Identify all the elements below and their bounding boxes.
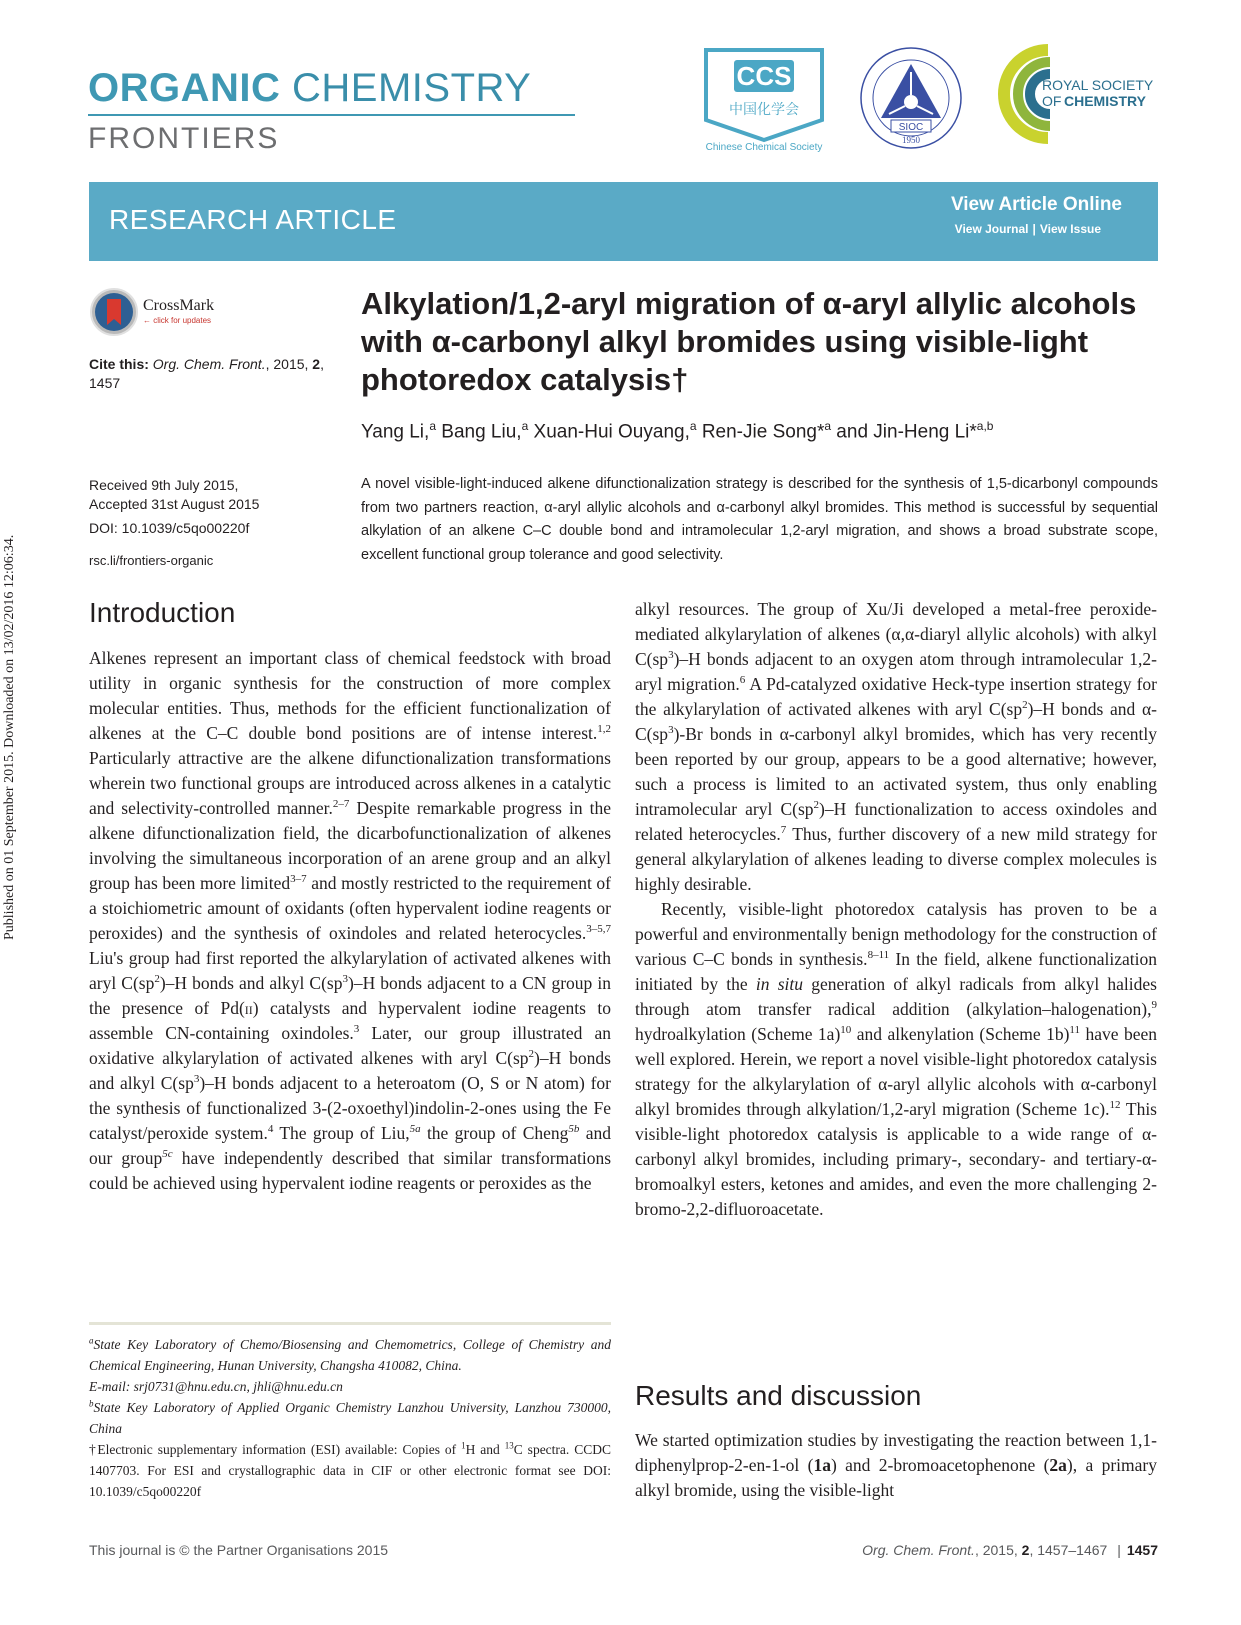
footnote-affiliation-b bbox=[89, 1397, 611, 1439]
footnote-text: State Key Laboratory of Applied Organic Chemistry Lanzhou University, Lanzhou 730000, China bbox=[89, 1400, 611, 1436]
article-type-banner bbox=[89, 182, 1158, 261]
abstract: A novel visible-light-induced alkene difunctionalization strategy is described for the synthesis of 1,5-dicarbonyl compounds from two partners reaction, α-aryl allylic alcohols and α-carbonyl alkyl bromides. This method is successful by sequential alkylation of an alkene C–C double bond and intramolecular 1,2-aryl migration, and shows a broad substrate scope, excellent functional group tolerance and good selectivity. bbox=[361, 476, 1158, 563]
cite-pages: , 1457 bbox=[89, 356, 324, 391]
paragraph: Recently, visible-light photoredox catalysis has proven to be a powerful and environmentally benign methodology for the construction of various C–C bonds in synthesis.$^{8-11}$ In the field, alkene functionalization initiated by the in situ generation of alkyl radicals from alkyl halides through atom transfer radical addition (alkylation–halogenation),$^9$ hydroalkylation (Scheme 1a)$^{10}$ and alkenylation (Scheme 1b)$^{11}$ have been well explored. Herein, we report a novel visible-light photoredox catalysis strategy for the alkylarylation of α-aryl allylic alcohols with α-carbonyl alkyl bromides through alkylation/1,2-aryl migration (Scheme 1c).$^{12}$ This visible-light photoredox catalysis is applicable to a wide range of α-carbonyl alkyl bromides, including primary-, secondary- and tertiary-α-bromoalkyl esters, ketones and amides, and even the more challenging 2-bromo-2,2-difluoroacetate. bbox=[635, 899, 1157, 1219]
author-affiliation: a bbox=[429, 419, 436, 433]
author-name[interactable]: Bang Liu, bbox=[436, 421, 522, 443]
ccs-english-name: Chinese Chemical Society bbox=[705, 142, 823, 153]
footer-volume: 2 bbox=[1021, 1542, 1030, 1558]
footnote-text: H and bbox=[465, 1442, 505, 1457]
ccs-logo-graphic bbox=[698, 42, 830, 154]
rsc-line2-prefix: OF bbox=[1042, 93, 1062, 109]
sioc-seal-graphic bbox=[857, 44, 965, 152]
footnote-superscript: 1 bbox=[461, 1440, 466, 1451]
journal-title-light: CHEMISTRY bbox=[292, 66, 532, 110]
cite-journal: Org. Chem. Front. bbox=[152, 356, 266, 372]
footer-separator: | bbox=[1117, 1542, 1121, 1558]
footer-pages: , 1457–1467 bbox=[1029, 1542, 1108, 1558]
footnote-email[interactable]: E-mail: srj0731@hnu.edu.cn, jhli@hnu.edu.cn bbox=[89, 1379, 343, 1394]
masthead-rule bbox=[88, 114, 575, 116]
footnotes bbox=[89, 1334, 611, 1502]
introduction-column-1 bbox=[89, 646, 611, 1196]
crossmark-sublabel[interactable] bbox=[143, 316, 211, 325]
paragraph: alkyl resources. The group of Xu/Ji developed a metal-free peroxide-mediated alkylarylation of alkenes (α,α-diaryl allylic alcohols) with alkyl $C(sp^3)-H$ bonds adjacent to an oxygen atom through intramolecular 1,2-aryl migration.$^6$ A Pd-catalyzed oxidative Heck-type insertion strategy for the alkylarylation of activated alkenes with aryl $C(sp^2)-H$ bonds and $\alpha-C(sp^3)-Br$ bonds in α-carbonyl alkyl bromides, which has very recently been reported by our group, appears to be a good alternative; however, such a process is limited to an activated system, thus only enabling intramolecular aryl $C(sp^2)-H$ functionalization to access oxindoles and related heterocycles.$^7$ Thus, further discovery of a new mild strategy for general alkylarylation of alkenes leading to diverse complex molecules is highly desirable. bbox=[635, 599, 1157, 894]
cite-this-label: Cite this: bbox=[89, 356, 149, 372]
footnote-text: State Key Laboratory of Chemo/Biosensing and Chemometrics, College of Chemistry and Chemical Engineering, Hunan University, Changsha 410082, China. bbox=[89, 1337, 611, 1373]
author-affiliation: a,b bbox=[976, 419, 994, 433]
introduction-column-2 bbox=[635, 597, 1157, 1222]
paragraph: We started optimization studies by investigating the reaction between 1,1-diphenylprop-2-en-1-ol (1a) and 2-bromoacetophenone (2a), a primary alkyl bromide, using the visible-light bbox=[635, 1430, 1158, 1500]
footnote-text: C spectra. CCDC 1407703. For ESI and crystallographic data in CIF or other electronic format see DOI: 10.1039/c5qo00220f bbox=[89, 1442, 611, 1499]
accepted-date: Accepted 31st August 2015 bbox=[89, 496, 260, 512]
author-name[interactable]: Ren-Jie Song* bbox=[696, 421, 825, 443]
footnote-affiliation-a bbox=[89, 1334, 611, 1376]
cite-this bbox=[89, 355, 349, 393]
article-type-label: RESEARCH ARTICLE bbox=[109, 204, 397, 235]
received-date: Received 9th July 2015, bbox=[89, 477, 239, 493]
section-heading-results: Results and discussion bbox=[635, 1380, 922, 1411]
rsc-line2: CHEMISTRY bbox=[1064, 93, 1146, 109]
received-dates bbox=[89, 476, 259, 514]
author-name[interactable]: and Jin-Heng Li* bbox=[831, 421, 977, 443]
cite-volume: 2 bbox=[312, 356, 321, 372]
view-journal-link[interactable]: View Journal bbox=[954, 222, 1029, 236]
ccs-chinese-name: 中国化学会 bbox=[729, 102, 799, 118]
footnote-esi bbox=[89, 1439, 611, 1502]
section-heading-introduction: Introduction bbox=[89, 597, 236, 628]
journal-title-bold: ORGANIC bbox=[88, 66, 281, 110]
rsc-line1: ROYAL SOCIETY bbox=[1042, 77, 1154, 93]
view-links bbox=[955, 222, 1101, 236]
footnote-marker: a bbox=[89, 1335, 94, 1346]
journal-title bbox=[88, 66, 531, 111]
author-affiliation: a bbox=[521, 419, 529, 433]
footnote-marker: † bbox=[89, 1442, 98, 1457]
footer-year: , 2015, bbox=[974, 1542, 1022, 1558]
ccs-letters: CCS bbox=[736, 61, 792, 91]
sioc-name: SIOC bbox=[898, 122, 924, 133]
author-name[interactable]: Xuan-Hui Ouyang, bbox=[528, 421, 690, 443]
author-name[interactable]: Yang Li, bbox=[361, 421, 430, 443]
results-column bbox=[635, 1428, 1157, 1503]
sioc-logo bbox=[857, 44, 965, 152]
crossmark-sublabel-text: click for updates bbox=[153, 316, 212, 325]
author-list bbox=[361, 419, 993, 443]
cite-year: , 2015, bbox=[265, 356, 313, 372]
view-links-separator: | bbox=[1032, 222, 1036, 236]
page-number: 1457 bbox=[1126, 1542, 1158, 1558]
ccs-logo bbox=[698, 42, 830, 154]
journal-subtitle: FRONTIERS bbox=[88, 122, 280, 155]
view-issue-link[interactable]: View Issue bbox=[1039, 222, 1101, 236]
footnote-marker: b bbox=[89, 1398, 94, 1409]
view-article-online-link[interactable]: View Article Online bbox=[950, 194, 1122, 215]
sioc-year: 1950 bbox=[902, 135, 920, 145]
author-affiliation: a bbox=[689, 419, 697, 433]
footer-citation bbox=[862, 1542, 1158, 1558]
download-stamp-text: Published on 01 September 2015. Downloaded on 13/02/2016 12:06:34. bbox=[2, 534, 17, 940]
crossmark-label[interactable]: CrossMark bbox=[143, 297, 215, 314]
journal-link[interactable]: rsc.li/frontiers-organic bbox=[89, 553, 214, 568]
author-affiliation: a bbox=[824, 419, 832, 433]
footnote-superscript: 13 bbox=[504, 1440, 514, 1451]
crossmark-icon bbox=[89, 287, 139, 337]
doi[interactable]: DOI: 10.1039/c5qo00220f bbox=[89, 520, 250, 536]
footnote-rule bbox=[89, 1322, 611, 1325]
article-title: Alkylation/1,2-aryl migration of α-aryl allylic alcohols with α-carbonyl alkyl bromides using visible-light photoredox catalysis† bbox=[361, 286, 1137, 397]
download-stamp bbox=[2, 534, 22, 960]
rsc-logo-graphic bbox=[996, 42, 1156, 146]
paragraph: Alkenes represent an important class of chemical feedstock with broad utility in organic synthesis for the construction of more complex molecular entities. Thus, methods for the efficient functionalization of alkenes at the C–C double bond positions are of intense interest.$^{1,2}$ Particularly attractive are the alkene difunctionalization transformations wherein two functional groups are introduced across alkenes in a catalytic and selectivity-controlled manner.$^{2-7}$ Despite remarkable progress in the alkene difunctionalization field, the dicarbofunctionalization of alkenes involving the simultaneous incorporation of an arene group and an alkyl group has been more limited$^{3-7}$ and mostly restricted to the requirement of a stoichiometric amount of oxidants (often hypervalent iodine reagents or peroxides) and the synthesis of oxindoles and related heterocycles.$^{3-5,7}$ Liu's group had first reported the alkylarylation of activated alkenes with aryl $C(sp^2)-H$ bonds and alkyl $C(sp^3)-H$ bonds adjacent to a CN group in the presence of Pd(ii) catalysts and hypervalent iodine reagents to assemble CN-containing oxindoles.$^3$ Later, our group illustrated an oxidative alkylarylation of activated alkenes with aryl $C(sp^2)-H$ bonds and alkyl $C(sp^3)-H$ bonds adjacent to a heteroatom (O, S or N atom) for the synthesis of functionalized 3-(2-oxoethyl)indolin-2-ones using the Fe catalyst/peroxide system.$^4$ The group of Liu,$^{5a}$ the group of Cheng$^{5b}$ and our group$^{5c}$ have independently described that similar transformations could be achieved using hypervalent iodine reagents or peroxides as the bbox=[89, 648, 611, 1193]
footer-copyright: This journal is © the Partner Organisations 2015 bbox=[89, 1542, 389, 1558]
arrow-left-icon: ← bbox=[143, 316, 154, 325]
rsc-logo bbox=[996, 42, 1156, 146]
footnote-text: Electronic supplementary information (ESI) available: Copies of bbox=[97, 1442, 462, 1457]
footer-journal: Org. Chem. Front. bbox=[862, 1542, 975, 1558]
